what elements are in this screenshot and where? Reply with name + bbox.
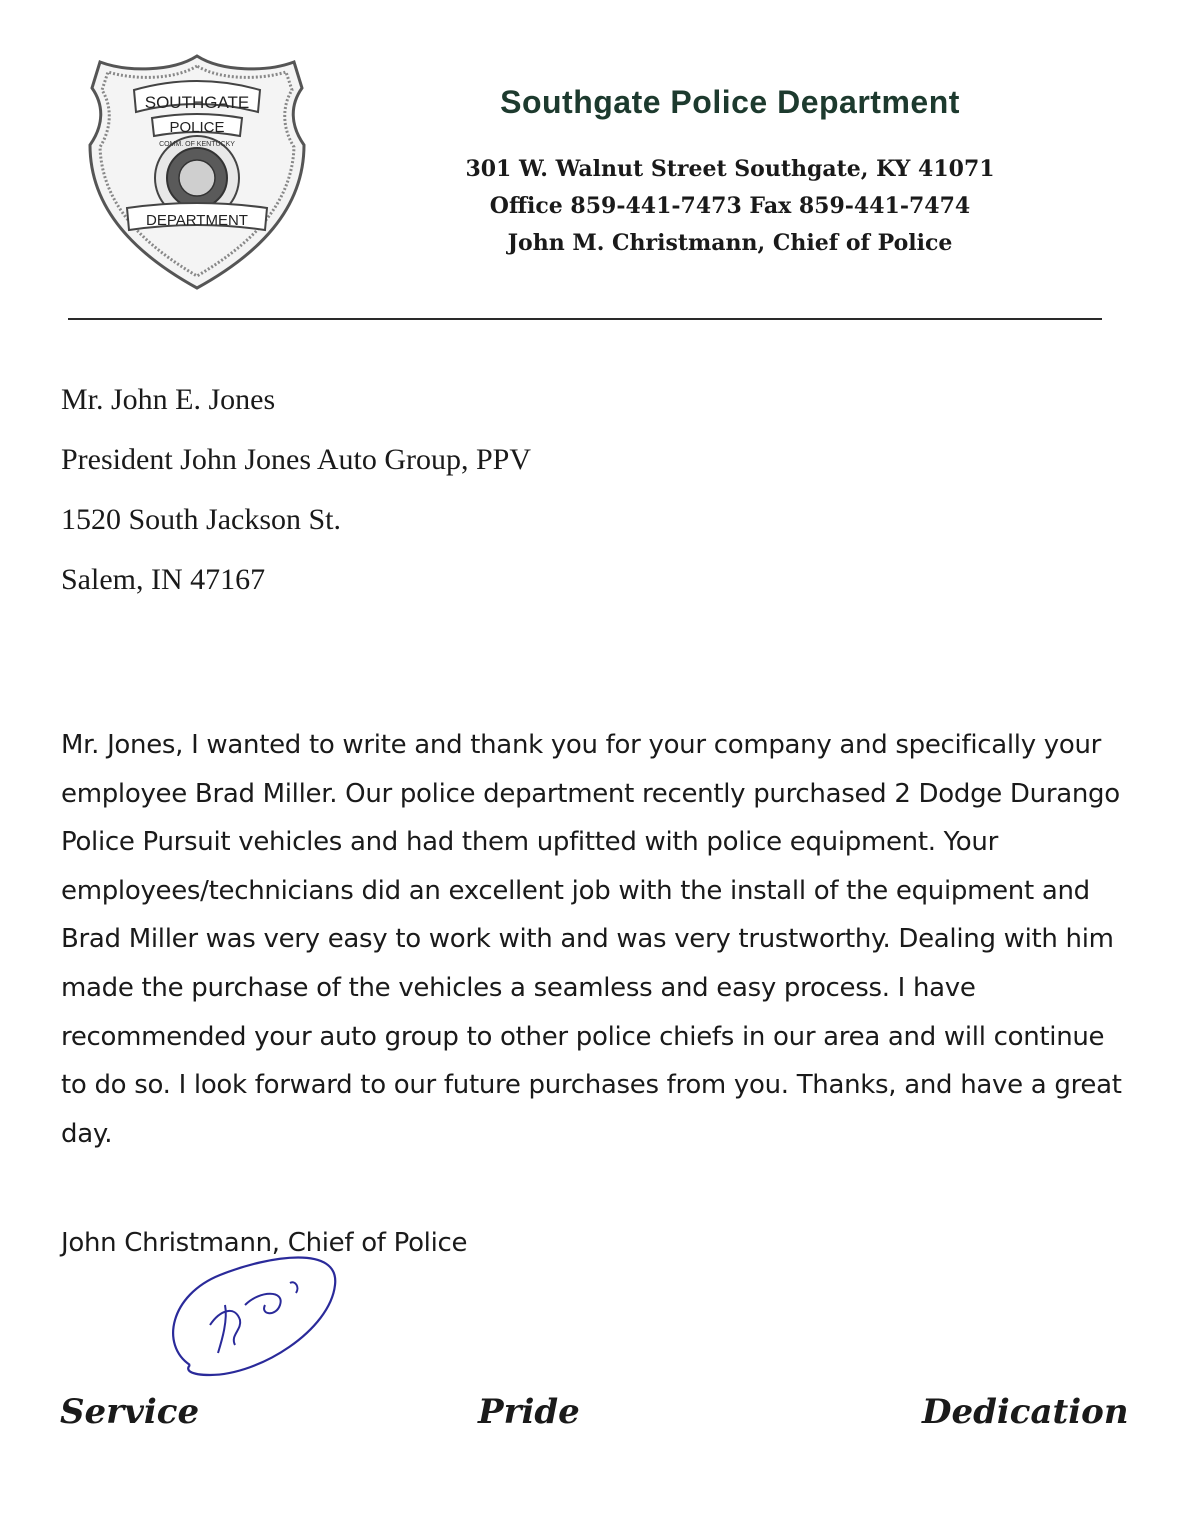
recipient-line: Mr. John E. Jones — [61, 383, 276, 416]
badge-seal-text: COMM. OF KENTUCKY — [159, 141, 235, 148]
chief-of-police: John M. Christmann, Chief of Police — [507, 230, 953, 256]
department-name: Southgate Police Department — [500, 84, 960, 120]
department-phones: Office 859-441-7473 Fax 859-441-7474 — [489, 193, 971, 219]
handwritten-signature — [150, 1235, 350, 1395]
badge-top-text: SOUTHGATE — [144, 93, 250, 112]
motto-service: Service — [60, 1392, 200, 1432]
motto-dedication: Dedication — [922, 1392, 1129, 1432]
recipient-line: 1520 South Jackson St. — [61, 503, 342, 536]
badge-bottom-text: DEPARTMENT — [146, 212, 248, 229]
badge-middle-text: POLICE — [169, 119, 225, 136]
recipient-line: President John Jones Auto Group, PPV — [61, 443, 532, 476]
closing-signoff: John Christmann, Chief of Police — [61, 1228, 468, 1258]
recipient-line: Salem, IN 47167 — [61, 563, 266, 596]
police-badge-logo — [82, 50, 312, 295]
letterhead-divider — [68, 318, 1102, 320]
department-address: 301 W. Walnut Street Southgate, KY 41071 — [465, 156, 995, 182]
motto-pride: Pride — [478, 1392, 580, 1432]
letter-body: Mr. Jones, I wanted to write and thank you for your company and specifically your employee Brad Miller. Our police department recently purchased 2 Dodge Durango Police Pursuit vehicles and had them upfitted with police equipment. Your employees/technicians did an excellent job with the install of the equipment and Brad Miller was very easy to work with and was very trustworthy. Dealing with him made the purchase of the vehicles a seamless and easy process. I have recommended your auto group to other police chiefs in our area and will continue to do so. I look forward to our future purchases from you. Thanks, and have a great day. — [61, 730, 1122, 1149]
